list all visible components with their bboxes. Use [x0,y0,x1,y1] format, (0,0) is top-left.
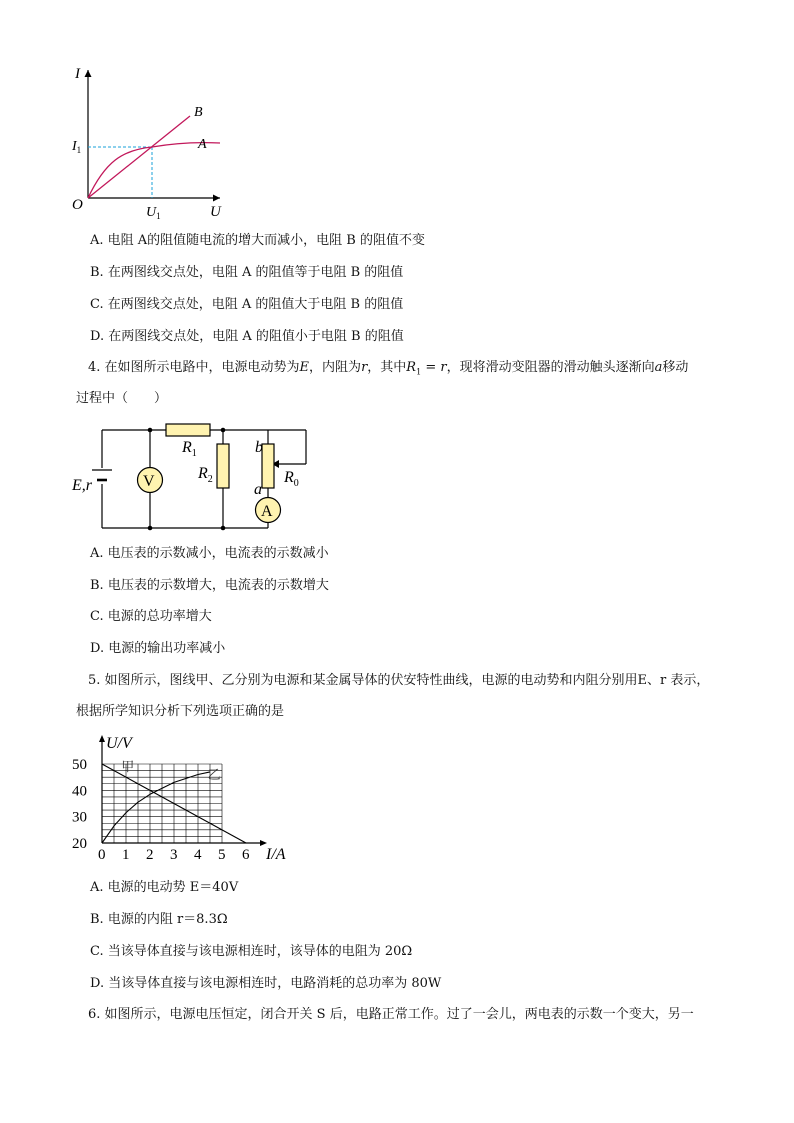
junction-dot [221,526,226,531]
y-axis-arrow-icon [99,735,105,742]
series-jia-label: 甲 [121,759,135,775]
q3-option-b: B. 在两图线交点处，电阻 A 的阻值等于电阻 B 的阻值 [90,265,404,280]
y-tick-label: 40 [72,783,87,800]
x-tick-label: 6 [242,847,250,863]
voltmeter-label: V [143,473,155,490]
series-yi-label: 乙 [207,767,221,783]
q4-option-d: D. 电源的输出功率减小 [90,641,226,656]
r0-label: $R_0$ [284,469,299,489]
y-tick-label: 50 [72,757,87,773]
resistor-r1 [166,424,210,436]
junction-dot [148,526,153,531]
terminal-b-label: b [255,439,263,456]
q3-option-c: C. 在两图线交点处，电阻 A 的阻值大于电阻 B 的阻值 [90,297,404,312]
q4-option-c: C. 电源的总功率增大 [90,609,212,624]
axis-y-label: I [75,66,80,82]
q5-stem: 5. 如图所示，图线甲、乙分别为电源和某金属导体的伏安特性曲线，电源的电动势和内阻分别用E、r 表示， [88,673,710,688]
u1-label: $U_1$ [146,205,161,221]
x-tick-label: 5 [218,847,226,863]
junction-dot [221,428,226,433]
y-tick-label: 30 [72,809,87,826]
q5-option-b: B. 电源的内阻 r＝8.3Ω [90,912,228,927]
origin-label: O [72,197,83,213]
curve-a-label: A [198,137,207,152]
q5-stem-line2: 根据所学知识分析下列选项正确的是 [76,704,285,719]
battery-icon [92,470,112,480]
terminal-a-label: a [254,481,262,498]
iu-graph [60,62,240,224]
q4-option-b: B. 电压表的示数增大，电流表的示数增大 [90,578,329,593]
x-tick-label: 4 [194,847,202,863]
curve-b [88,116,190,198]
series-yi-curve [102,772,210,843]
resistor-r2 [217,444,229,488]
q4-stem: 4. 在如图所示电路中，电源电动势为E，内阻为r，其中$R_1 = r$，现将滑动变阻器的滑动触头逐渐向a移动 [88,360,689,377]
axis-x-label: U [210,204,221,220]
curve-b-label: B [194,105,203,120]
y-tick-label: 20 [72,836,87,852]
junction-dot [148,428,153,433]
source-label: E,r [72,477,92,494]
y-axis-label: U/V [106,735,132,752]
ammeter-label: A [261,503,273,520]
q4-stem-line2: 过程中（ ） [76,391,168,406]
x-tick-label: 0 [98,847,106,863]
q3-option-a: A. 电阻 A的阻值随电流的增大而减小，电阻 B 的阻值不变 [90,233,425,248]
r2-label: $R_2$ [198,465,213,485]
x-tick-label: 3 [170,847,178,863]
q5-option-a: A. 电源的电动势 E＝40V [90,880,239,895]
q4-circuit [68,418,318,536]
q3-option-d: D. 在两图线交点处，电阻 A 的阻值小于电阻 B 的阻值 [90,329,404,344]
rheostat-r0 [262,444,274,488]
r1-label: $R_1$ [182,439,197,459]
ui-chart [70,728,300,866]
q5-option-d: D. 当该导体直接与该电源相连时，电路消耗的总功率为 80W [90,976,442,991]
q5-option-c: C. 当该导体直接与该电源相连时，该导体的电阻为 20Ω [90,944,413,959]
x-tick-label: 2 [146,847,154,863]
q4-option-a: A. 电压表的示数减小，电流表的示数减小 [90,546,329,561]
i1-label: $I_1$ [72,139,82,155]
x-tick-label: 1 [122,847,130,863]
x-axis-label: I/A [266,846,286,863]
q6-stem: 6. 如图所示，电源电压恒定，闭合开关 S 后，电路正常工作。过了一会儿，两电表的示数一个变大，另一 [88,1007,694,1022]
